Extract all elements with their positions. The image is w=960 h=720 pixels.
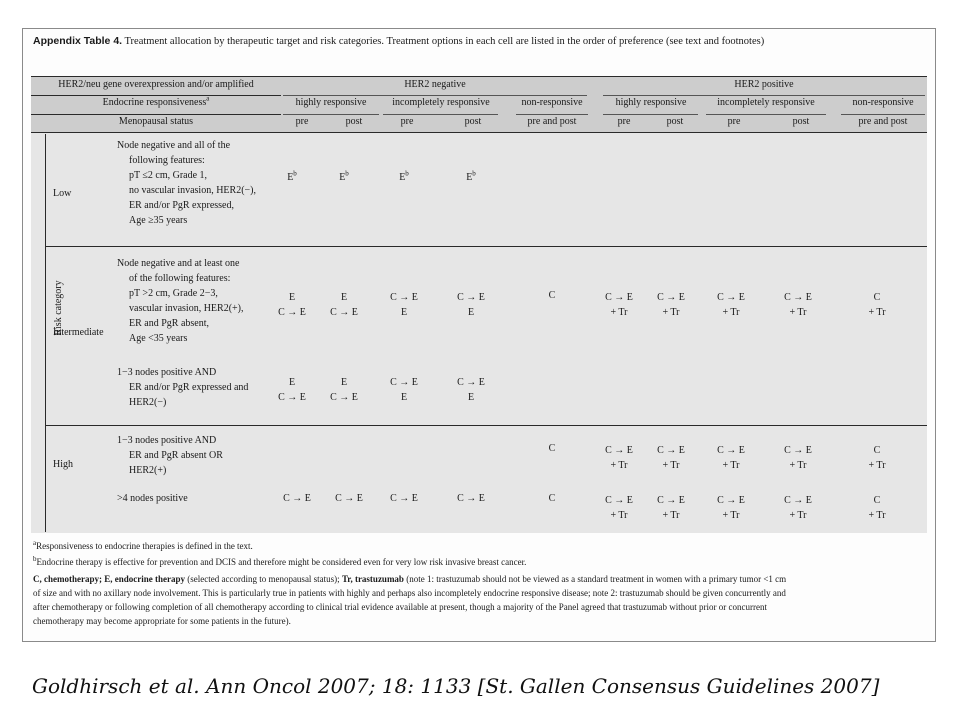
risk-low: Low (53, 188, 72, 199)
group-header: incompletely responsive (717, 97, 815, 108)
table-caption (33, 35, 764, 47)
header-her2-gene-label: HER2/neu gene overexpression and/or amplified (58, 79, 254, 90)
menopause-header: pre (727, 116, 741, 127)
cell-e-ce: E C → E (278, 377, 306, 403)
menopause-header: post (345, 116, 363, 127)
header-her2-positive: HER2 positive (734, 79, 794, 90)
table-figure (22, 28, 936, 642)
cell-ce-tr: C → E + Tr (605, 445, 633, 471)
menopause-header: pre (400, 116, 414, 127)
cell-ce: C → E (335, 493, 363, 504)
cell-ce-tr: C → E + Tr (657, 445, 685, 471)
footnote-line: of size and with no axillary node involvement. This is particularly true in patients with highly and perhaps also incompletely endocrine responsive disease; note 2: trastuzumab should be given concurrently and (33, 588, 786, 598)
group-header: non-responsive (852, 97, 914, 108)
footnote-b: $^b$Endocrine therapy is effective for prevention and DCIS and therefore might be considered even for very low risk invasive breast cancer. (33, 555, 527, 567)
menopause-header: post (666, 116, 684, 127)
cell-ce-e: C → E E (390, 292, 418, 318)
cell-ce-tr: C → E + Tr (784, 445, 812, 471)
cell-ce-tr: C → E + Tr (784, 495, 812, 521)
caption-label: Appendix Table 4. (33, 35, 123, 47)
cell-ce: C → E (283, 493, 311, 504)
menopause-header: post (464, 116, 482, 127)
cell-c: C (548, 290, 556, 301)
treatment-table (31, 76, 927, 533)
group-header: highly responsive (295, 97, 367, 108)
cell-ce-tr: C → E + Tr (605, 292, 633, 318)
citation: Goldhirsch et al. Ann Oncol 2007; 18: 1133 [St. Gallen Consensus Guidelines 2007] (32, 674, 880, 698)
cell-c-tr: C + Tr (868, 445, 886, 471)
criteria-high-1: 1−3 nodes positive AND ER and PgR absent OR HER2(+) (117, 435, 223, 476)
header-endocrine-label: Endocrine responsiveness$^a$ (102, 94, 210, 108)
cell-c-tr: C + Tr (868, 495, 886, 521)
footnote-line: after chemotherapy or following completion of all chemotherapy according to clinical trial evidence available at present, though a majority of the Panel agreed that trastuzumab without prior or concurrent (33, 602, 767, 612)
cell-ce-e: C → E E (457, 292, 485, 318)
risk-high: High (53, 459, 73, 470)
risk-intermediate: Intermediate (53, 327, 104, 338)
group-header: highly responsive (615, 97, 687, 108)
cell-ce-tr: C → E + Tr (784, 292, 812, 318)
cell-e-ce: E C → E (330, 377, 358, 403)
cell-ce-tr: C → E + Tr (717, 292, 745, 318)
menopause-header: post (792, 116, 810, 127)
menopause-header: pre and post (858, 116, 908, 127)
cell-ce: C → E (390, 493, 418, 504)
cell-ce-tr: C → E + Tr (657, 495, 685, 521)
cell-c: C (548, 493, 556, 504)
criteria-low: Node negative and all of the following features: pT ≤2 cm, Grade 1, no vascular invasion, HER2(−), ER and/or PgR expressed, Age ≥35 years (117, 140, 257, 226)
cell-ce-e: C → E E (457, 377, 485, 403)
cell-e-ce: E C → E (278, 292, 306, 318)
cell-e: $E^b$ (287, 169, 297, 183)
menopause-header: pre (295, 116, 309, 127)
criteria-intermediate-2: 1−3 nodes positive AND ER and/or PgR expressed and HER2(−) (117, 367, 249, 408)
cell-e: $E^b$ (466, 169, 476, 183)
header-her2-negative: HER2 negative (404, 79, 466, 90)
header-menopausal-label: Menopausal status (118, 116, 194, 127)
cell-ce-tr: C → E + Tr (605, 495, 633, 521)
menopause-header: pre (617, 116, 631, 127)
cell-e-ce: E C → E (330, 292, 358, 318)
menopause-header: pre and post (527, 116, 577, 127)
footnote-line: chemotherapy may become appropriate for some patients in the future). (33, 616, 291, 626)
footnote-c: C, chemotherapy; E, endocrine therapy (selected according to menopausal status); Tr, trastuzumab (note 1: trastuzumab should not be viewed as a standard treatment in women with a primary tumor <1 cm (33, 574, 787, 584)
group-header: non-responsive (521, 97, 583, 108)
cell-ce-tr: C → E + Tr (657, 292, 685, 318)
cell-c-tr: C + Tr (868, 292, 886, 318)
group-header: incompletely responsive (392, 97, 490, 108)
cell-ce: C → E (457, 493, 485, 504)
cell-c: C (548, 443, 556, 454)
criteria-intermediate-1: Node negative and at least one of the following features: pT >2 cm, Grade 2−3, vascular invasion, HER2(+), ER and PgR absent, Age <35 years (117, 258, 244, 344)
risk-category-label: Risk category (53, 280, 64, 336)
cell-e: $E^b$ (399, 169, 409, 183)
cell-ce-tr: C → E + Tr (717, 495, 745, 521)
cell-ce-tr: C → E + Tr (717, 445, 745, 471)
footnote-a: $^a$Responsiveness to endocrine therapies is defined in the text. (33, 539, 253, 551)
cell-e: $E^b$ (339, 169, 349, 183)
criteria-high-2: >4 nodes positive (117, 493, 188, 504)
caption-text: Treatment allocation by therapeutic target and risk categories. Treatment options in each cell are listed in the order of preference (see text and footnotes) (124, 36, 765, 47)
cell-ce-e: C → E E (390, 377, 418, 403)
